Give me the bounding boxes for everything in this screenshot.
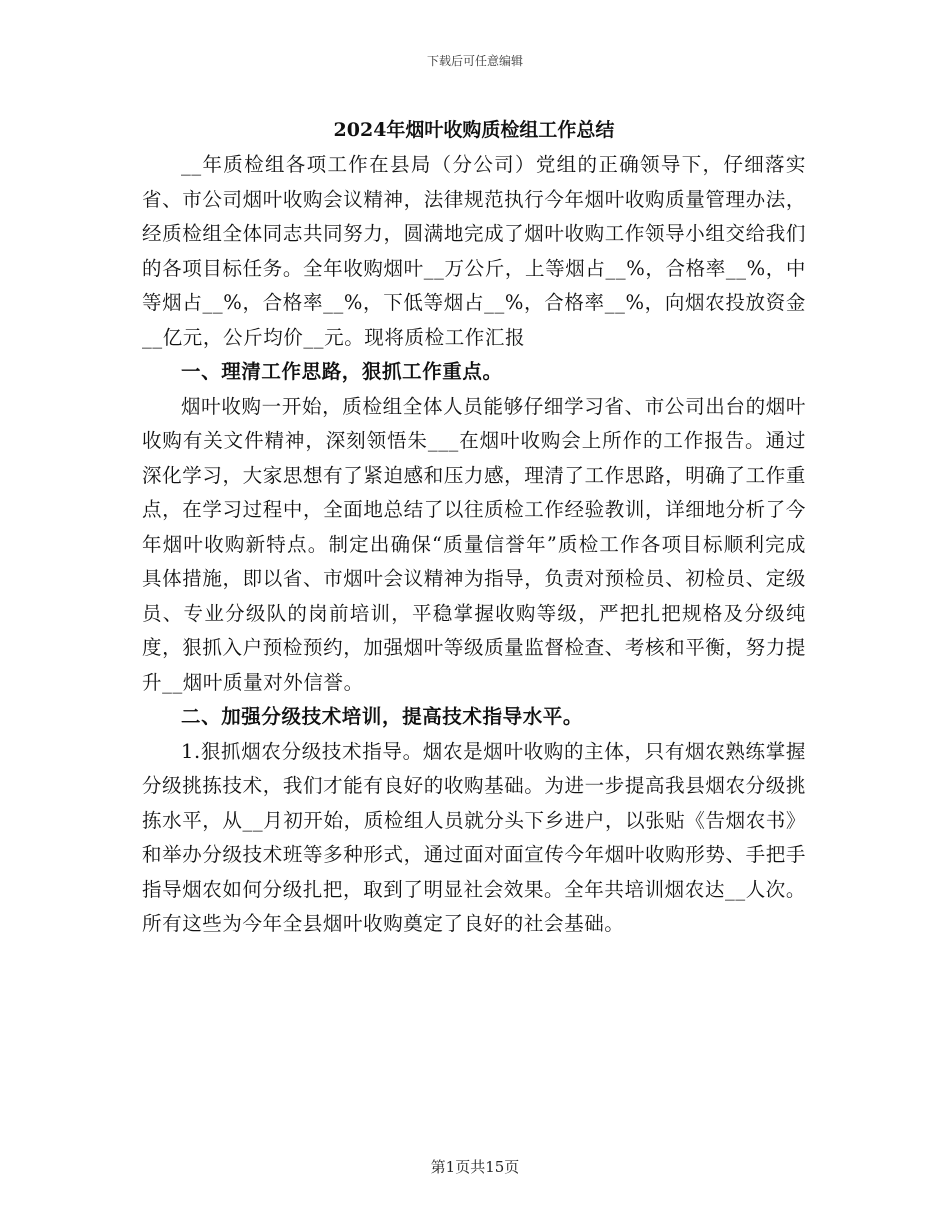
page-header: 下载后可任意编辑 (426, 54, 523, 68)
paragraph-section-2: 1.狠抓烟农分级技术指导。烟农是烟叶收购的主体，只有烟农熟练掌握分级挑拣技术，我们才能有良好的收购基础。为进一步提高我县烟农分级挑拣水平，从__月初开始，质检组人员就分头下乡进户，以张贴《告烟农书》和举办分级技术班等多种形式，通过面对面宣传今年烟叶收购形势、手把手指导烟农如何分级扎把，取到了明显社会效果。全年共培训烟农达__人次。所有这些为今年全县烟叶收购奠定了良好的社会基础。 (142, 739, 806, 935)
section-heading-1: 一、理清工作思路，狠抓工作重点。 (181, 360, 503, 383)
paragraph-section-1: 烟叶收购一开始，质检组全体人员能够仔细学习省、市公司出台的烟叶收购有关文件精神，深刻领悟朱___在烟叶收购会上所作的工作报告。通过深化学习，大家思想有了紧迫感和压力感，理清了工作思路，明确了工作重点，在学习过程中，全面地总结了以往质检工作经验教训，详细地分析了今年烟叶收购新特点。制定出确保“质量信誉年”质检工作各项目标顺利完成具体措施，即以省、市烟叶会议精神为指导，负责对预检员、初检员、定级员、专业分级队的岗前培训，平稳掌握收购等级，严把扎把规格及分级纯度，狠抓入户预检预约，加强烟叶等级质量监督检查、考核和平衡，努力提升__烟叶质量对外信誉。 (142, 394, 806, 694)
page-footer: 第1页共15页 (430, 1158, 520, 1176)
document-body (142, 112, 806, 942)
paragraph-intro: __年质检组各项工作在县局（分公司）党组的正确领导下，仔细落实省、市公司烟叶收购会议精神，法律规范执行今年烟叶收购质量管理办法，经质检组全体同志共同努力，圆满地完成了烟叶收购工作领导小组交给我们的各项目标任务。全年收购烟叶__万公斤，上等烟占__%，合格率__%，中等烟占__%，合格率__%，下低等烟占__%，合格率__%，向烟农投放资金__亿元，公斤均价__元。现将质检工作汇报 (142, 153, 806, 349)
section-heading-2: 二、加强分级技术培训，提高技术指导水平。 (181, 705, 584, 728)
document-title: 2024年烟叶收购质检组工作总结 (333, 119, 615, 141)
